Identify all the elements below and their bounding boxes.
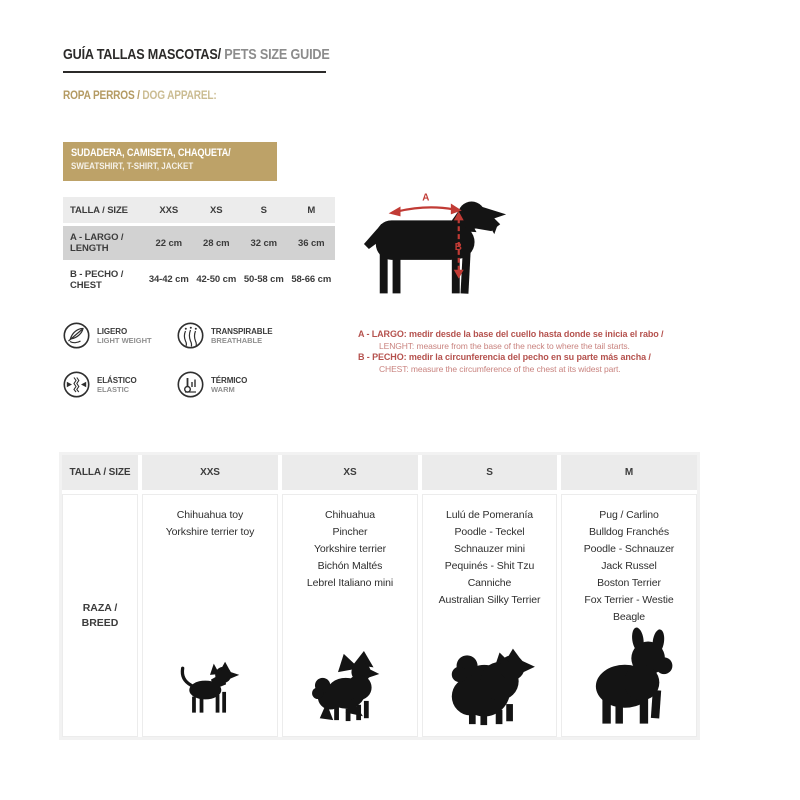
breed-list	[143, 495, 277, 541]
breed-cell-m	[561, 494, 697, 737]
breed-cell-s	[422, 494, 557, 737]
subtitle-spanish: ROPA PERROS /	[63, 88, 143, 102]
breed-item: Yorkshire terrier toy	[165, 526, 255, 538]
breed-item: Jack Russel	[601, 560, 657, 572]
label-b: B	[454, 241, 462, 253]
breed-item: Lulú de Pomeranía	[445, 509, 534, 521]
breed-header-m: M	[561, 455, 697, 490]
page-title	[63, 46, 330, 73]
length-m: 36 cm	[298, 237, 325, 249]
category-banner	[63, 142, 277, 181]
breed-item: Fox Terrier - Westie	[584, 594, 674, 606]
breed-item: Bulldog Franchés	[588, 526, 670, 538]
length-xxs: 22 cm	[155, 237, 182, 249]
papillon-silhouette	[309, 651, 391, 723]
label-a: A	[422, 192, 430, 204]
feature-name-es: LIGERO	[97, 326, 128, 336]
feature-elastic	[63, 371, 137, 398]
category-line-en: SWEATSHIRT, T-SHIRT, JACKET	[71, 161, 194, 172]
section-subtitle	[63, 88, 246, 102]
pomeranian-silhouette	[442, 641, 538, 727]
breed-header-xxs: XXS	[142, 455, 278, 490]
breed-table	[62, 455, 697, 737]
size-col-xxs: XXS	[159, 204, 179, 216]
breed-list	[423, 495, 556, 609]
size-table	[63, 197, 335, 296]
breed-item: Boston Terrier	[597, 577, 661, 589]
instruction-a-en: LENGHT: measure from the base of the neck to where the tail starts.	[379, 340, 630, 351]
breed-list	[562, 495, 696, 626]
breed-item: Lebrel Italiano mini	[306, 577, 394, 589]
chest-xxs: 34-42 cm	[148, 274, 189, 285]
chest-row-label: B - PECHO / CHEST	[70, 268, 124, 291]
breed-item: Schnauzer mini	[454, 543, 525, 555]
instruction-a-es: A - LARGO: medir desde la base del cuello hasta donde se inicia el rabo /	[358, 329, 664, 339]
size-col-m: M	[307, 204, 316, 216]
length-row	[63, 226, 335, 260]
breed-cell-xs	[282, 494, 418, 737]
feather-icon	[63, 322, 90, 349]
dog-measure-diagram	[360, 184, 518, 306]
chest-s: 50-58 cm	[243, 274, 284, 285]
breed-item: Chihuahua toy	[176, 509, 244, 521]
length-row-label: A - LARGO / LENGTH	[70, 232, 124, 254]
raza-label-line2: BREED	[81, 616, 119, 629]
instruction-b-es: B - PECHO: medir la circunferencia del pecho en su parte más ancha /	[358, 352, 651, 362]
breed-header-s: S	[422, 455, 557, 490]
subtitle-english: DOG APPAREL:	[142, 88, 217, 102]
french-bulldog-silhouette	[580, 622, 678, 730]
feature-name-es: TÉRMICO	[211, 375, 248, 385]
feature-name-en: WARM	[211, 384, 235, 394]
breed-item: Australian Silky Terrier	[438, 594, 541, 606]
title-english: PETS SIZE GUIDE	[220, 46, 330, 63]
breed-header-label: TALLA / SIZE	[62, 455, 138, 490]
breed-item: Beagle	[612, 611, 646, 623]
breed-item: Poodle - Schnauzer	[583, 543, 675, 555]
feature-lightweight	[63, 322, 152, 349]
compress-arrows-icon	[63, 371, 90, 398]
breed-row-label	[62, 494, 138, 737]
chest-xs: 42-50 cm	[196, 274, 237, 285]
breed-list	[283, 495, 417, 592]
title-spanish: GUÍA TALLAS MASCOTAS/	[63, 46, 221, 63]
category-line-es: SUDADERA, CAMISETA, CHAQUETA/	[71, 147, 231, 159]
feature-name-en: LIGHT WEIGHT	[97, 335, 152, 345]
size-table-header-label: TALLA / SIZE	[70, 204, 128, 216]
vapor-icon	[177, 322, 204, 349]
feature-name-es: TRANSPIRABLE	[211, 326, 273, 336]
feature-warm	[177, 371, 247, 398]
breed-item: Pincher	[332, 526, 368, 538]
breed-cell-xxs	[142, 494, 278, 737]
breed-item: Yorkshire terrier	[313, 543, 387, 555]
chest-row	[63, 263, 335, 296]
breed-item: Pequinés - Shit Tzu	[444, 560, 535, 572]
measuring-instructions	[358, 329, 688, 375]
breed-item: Chihuahua	[325, 509, 375, 521]
breed-item: Poodle - Teckel	[454, 526, 525, 538]
chest-m: 58-66 cm	[291, 274, 332, 285]
size-col-xs: XS	[210, 204, 223, 216]
breed-item: Canniche	[467, 577, 512, 589]
instruction-b-en: CHEST: measure the circumference of the chest at its widest part.	[379, 363, 621, 374]
feature-breathable	[177, 322, 272, 349]
breed-item: Pug / Carlino	[599, 509, 659, 521]
breed-header-xs: XS	[282, 455, 418, 490]
length-s: 32 cm	[250, 237, 277, 249]
breed-item: Bichón Maltés	[317, 560, 383, 572]
raza-label-line1: RAZA /	[82, 601, 118, 614]
thermometer-icon	[177, 371, 204, 398]
feature-name-es: ELÁSTICO	[97, 375, 137, 385]
feature-name-en: BREATHABLE	[211, 335, 263, 345]
chihuahua-silhouette	[177, 660, 243, 720]
size-table-header-row	[63, 197, 335, 223]
size-col-s: S	[260, 204, 267, 216]
length-xs: 28 cm	[203, 237, 230, 249]
feature-name-en: ELASTIC	[97, 384, 130, 394]
